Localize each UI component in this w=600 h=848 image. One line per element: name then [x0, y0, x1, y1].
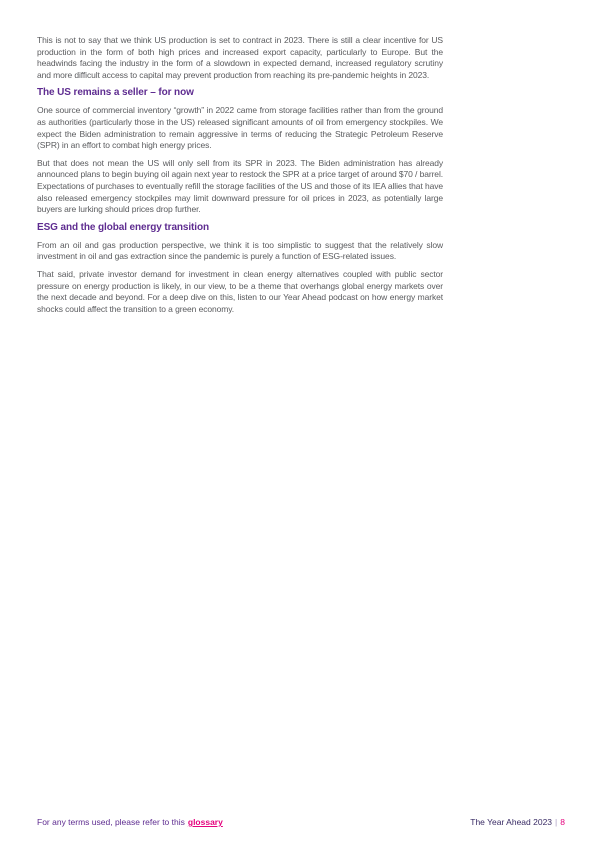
- section-heading-esg-energy-transition: ESG and the global energy transition: [37, 221, 209, 233]
- paragraph-esg-investment: From an oil and gas production perspective, we think it is too simplistic to suggest that the relatively slow investment in oil and gas extraction since the pandemic is purely a function of ESG-related issues.: [37, 239, 443, 262]
- article-body: [37, 35, 443, 321]
- paragraph-inventory-growth: One source of commercial inventory “growth” in 2022 came from storage facilities rather than from the ground as authorities (particularly those in the US) released significant amounts of oil from emergency stockpiles. We expect the Biden administration to remain aggressive in terms of reducing the Strategic Petroleum Reserve (SPR) in an effort to combat high energy prices.: [37, 105, 443, 151]
- publication-title: The Year Ahead 2023: [470, 817, 553, 827]
- glossary-note-text: For any terms used, please refer to this: [37, 817, 185, 827]
- glossary-link[interactable]: glossary: [187, 817, 223, 827]
- page-footer: [37, 816, 565, 828]
- page-info: [470, 816, 565, 828]
- paragraph-spr-restock: But that does not mean the US will only sell from its SPR in 2023. The Biden administration has already announced plans to begin buying oil again next year to restock the SPR at a price target of around $70 / barrel. Expectations of purchases to eventually refill the storage facilities of the US and those of its IEA allies that have also released emergency stockpiles may limit downward pressure for oil prices in 2023, as potentially large buyers are lurking should prices drop further.: [37, 157, 443, 215]
- paragraph-us-production-outlook: This is not to say that we think US production is set to contract in 2023. There is still a clear incentive for US production in the form of both high prices and increased export capacity, particularly to Europe. But the headwinds facing the industry in the form of a slowdown in expected demand, increased regulatory scrutiny and more difficult access to capital may prevent production from reaching its pre-pandemic heights in 2023.: [37, 35, 443, 80]
- paragraph-clean-energy-theme: That said, private investor demand for investment in clean energy alternatives coupled with public sector pressure on energy production is likely, in our view, to be a theme that overhangs global energy markets over the next decade and beyond. For a deep dive on this, listen to our Year Ahead podcast on how energy market shocks could affect the transition to a green economy.: [37, 268, 443, 314]
- page-number: 8: [560, 817, 565, 827]
- glossary-note: [37, 816, 223, 828]
- footer-separator: |: [555, 817, 558, 827]
- section-heading-us-remains-seller: The US remains a seller – for now: [37, 87, 194, 99]
